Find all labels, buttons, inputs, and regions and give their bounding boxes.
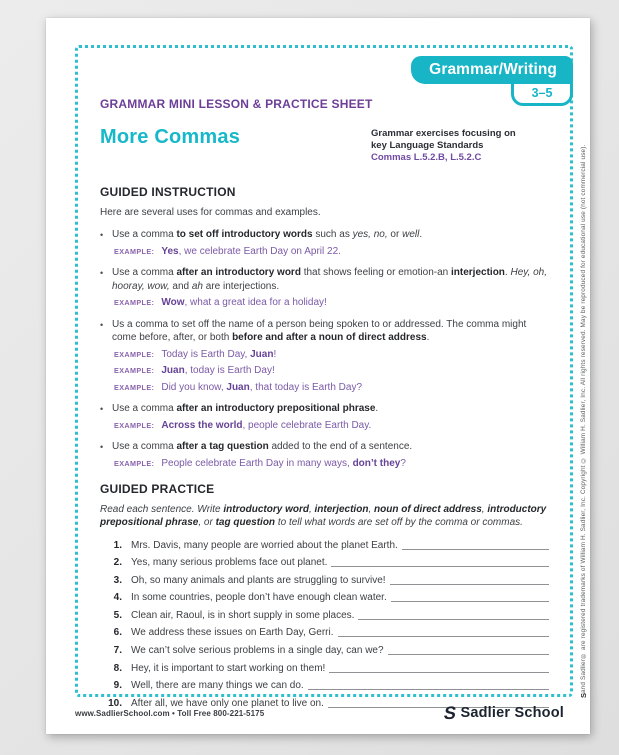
- item-number: 8.: [113, 662, 122, 674]
- answer-line: [402, 549, 549, 550]
- practice-item: [100, 644, 551, 657]
- practice-items: [100, 539, 551, 710]
- answer-line: [390, 584, 549, 585]
- instruction-bullet: [100, 402, 551, 432]
- example-label: EXAMPLE:: [114, 366, 155, 375]
- bullet-icon: •: [100, 268, 104, 278]
- sadlier-logo: [444, 705, 564, 721]
- practice-item: [100, 556, 551, 569]
- item-number: 9.: [113, 680, 122, 692]
- standards-code: Commas L.5.2.B, L.5.2.C: [371, 152, 482, 163]
- subject-tab: [411, 56, 573, 84]
- sadlier-brand-text: Sadlier School: [460, 705, 564, 721]
- answer-line: [391, 601, 549, 602]
- guided-instruction-intro: Here are several uses for commas and examples.: [100, 206, 321, 218]
- guided-practice-instructions: Read each sentence. Write introductory word, interjection, noun of direct address, introductory prepositional phrase, or tag question to tell what words are set off by the comma or commas.: [100, 503, 547, 528]
- footer-contact: www.SadlierSchool.com • Toll Free 800-221-5175: [75, 708, 265, 718]
- bullet-icon: •: [100, 230, 104, 240]
- item-number: 4.: [113, 592, 122, 604]
- example-text: Did you know, Juan, that today is Earth Day?: [161, 381, 363, 393]
- example-line: [114, 245, 551, 259]
- example-line: [114, 296, 551, 310]
- answer-line: [358, 619, 549, 620]
- example-text: Today is Earth Day, Juan!: [161, 348, 277, 360]
- bullet-text: Us a comma to set off the name of a person being spoken to or addressed. The comma might come before, after, or both before and after a noun of direct address.: [112, 318, 527, 343]
- example-label: EXAMPLE:: [114, 420, 155, 430]
- example-text: Wow, what a great idea for a holiday!: [161, 297, 327, 308]
- item-sentence: Mrs. Davis, many people are worried about the planet Earth.: [131, 539, 398, 551]
- bullet-icon: •: [100, 404, 104, 414]
- example-line: [114, 457, 551, 471]
- example-text: Juan, today is Earth Day!: [161, 365, 275, 376]
- example-label: EXAMPLE:: [114, 298, 155, 307]
- dotted-border-frame: [75, 45, 573, 709]
- standards-line: key Language Standards: [371, 140, 484, 151]
- grade-band-label: 3–5: [531, 86, 553, 100]
- instruction-bullet: [100, 266, 551, 310]
- item-number: 3.: [113, 574, 122, 586]
- item-sentence: We address these issues on Earth Day, Gerri.: [131, 627, 334, 639]
- instruction-bullet: [100, 318, 551, 395]
- answer-line: [329, 672, 549, 673]
- item-sentence: Clean air, Raoul, is in short supply in some places.: [131, 609, 355, 621]
- standards-line: Grammar exercises focusing on: [371, 128, 516, 139]
- example-text: People celebrate Earth Day in many ways, don’t they?: [161, 457, 406, 469]
- bullet-icon: •: [100, 442, 104, 452]
- instruction-bullet: [100, 440, 551, 470]
- sadlier-s-icon: S: [442, 703, 459, 723]
- bullet-icon: •: [100, 319, 104, 330]
- item-number: 5.: [113, 609, 122, 621]
- practice-item: [100, 609, 551, 622]
- practice-item: [100, 539, 551, 552]
- item-sentence: Oh, so many animals and plants are struggling to survive!: [131, 574, 386, 586]
- sheet-kicker: GRAMMAR MINI LESSON & PRACTICE SHEET: [100, 97, 373, 111]
- answer-line: [308, 689, 549, 690]
- item-number: 10.: [108, 697, 122, 709]
- item-number: 1.: [113, 539, 122, 551]
- copyright-text: and Sadlier® are registered trademarks of William H. Sadlier, Inc. Copyright © William H. Sadlier, Inc. All rights reserved. May be reproduced for educational use (not commercial use).: [580, 144, 587, 693]
- practice-item: [100, 574, 551, 587]
- standards-note: [371, 126, 551, 164]
- example-label: EXAMPLE:: [114, 349, 155, 359]
- example-line: [114, 364, 551, 378]
- item-sentence: Hey, it is important to start working on them!: [131, 662, 326, 674]
- example-line: [114, 348, 551, 362]
- item-sentence: We can’t solve serious problems in a single day, can we?: [131, 645, 384, 657]
- bullet-text: Use a comma to set off introductory words such as yes, no, or well.: [112, 229, 423, 240]
- practice-item: [100, 626, 551, 639]
- item-sentence: After all, we have only one planet to live on.: [131, 697, 324, 709]
- item-sentence: Well, there are many things we can do.: [131, 680, 304, 692]
- guided-instruction-heading: GUIDED INSTRUCTION: [100, 185, 236, 199]
- page-title: More Commas: [100, 126, 241, 148]
- worksheet-page: [46, 18, 590, 734]
- item-sentence: In some countries, people don’t have enough clean water.: [131, 592, 387, 604]
- practice-item: [100, 591, 551, 604]
- instruction-bullet: [100, 228, 551, 258]
- page-footer: [75, 705, 564, 721]
- sadlier-s-icon: S: [579, 692, 588, 698]
- answer-line: [388, 654, 549, 655]
- example-line: [114, 419, 551, 433]
- example-line: [114, 381, 551, 395]
- practice-item: [100, 662, 551, 675]
- example-text: Yes, we celebrate Earth Day on April 22.: [161, 245, 341, 257]
- content-area: [100, 97, 551, 714]
- example-label: EXAMPLE:: [114, 382, 155, 392]
- sheet-body: [100, 186, 551, 710]
- subject-tab-label: Grammar/Writing: [429, 61, 557, 78]
- answer-line: [331, 566, 549, 567]
- copyright-sidebar: [579, 73, 588, 698]
- practice-item: [100, 679, 551, 692]
- bullet-text: Use a comma after a tag question added to the end of a sentence.: [112, 441, 413, 452]
- guided-practice-heading: GUIDED PRACTICE: [100, 482, 215, 496]
- bullet-text: Use a comma after an introductory prepositional phrase.: [112, 403, 379, 414]
- bullet-text: Use a comma after an introductory word that shows feeling or emotion-an interjection. Hey, oh, hooray, wow, and ah are interjections.: [112, 267, 547, 292]
- item-number: 2.: [113, 557, 122, 569]
- answer-line: [338, 636, 550, 637]
- title-row: [100, 126, 551, 164]
- example-text: Across the world, people celebrate Earth Day.: [161, 419, 372, 431]
- item-sentence: Yes, many serious problems face out planet.: [131, 557, 328, 569]
- example-label: EXAMPLE:: [114, 246, 155, 256]
- example-label: EXAMPLE:: [114, 458, 155, 468]
- item-number: 7.: [113, 645, 122, 657]
- item-number: 6.: [113, 627, 122, 639]
